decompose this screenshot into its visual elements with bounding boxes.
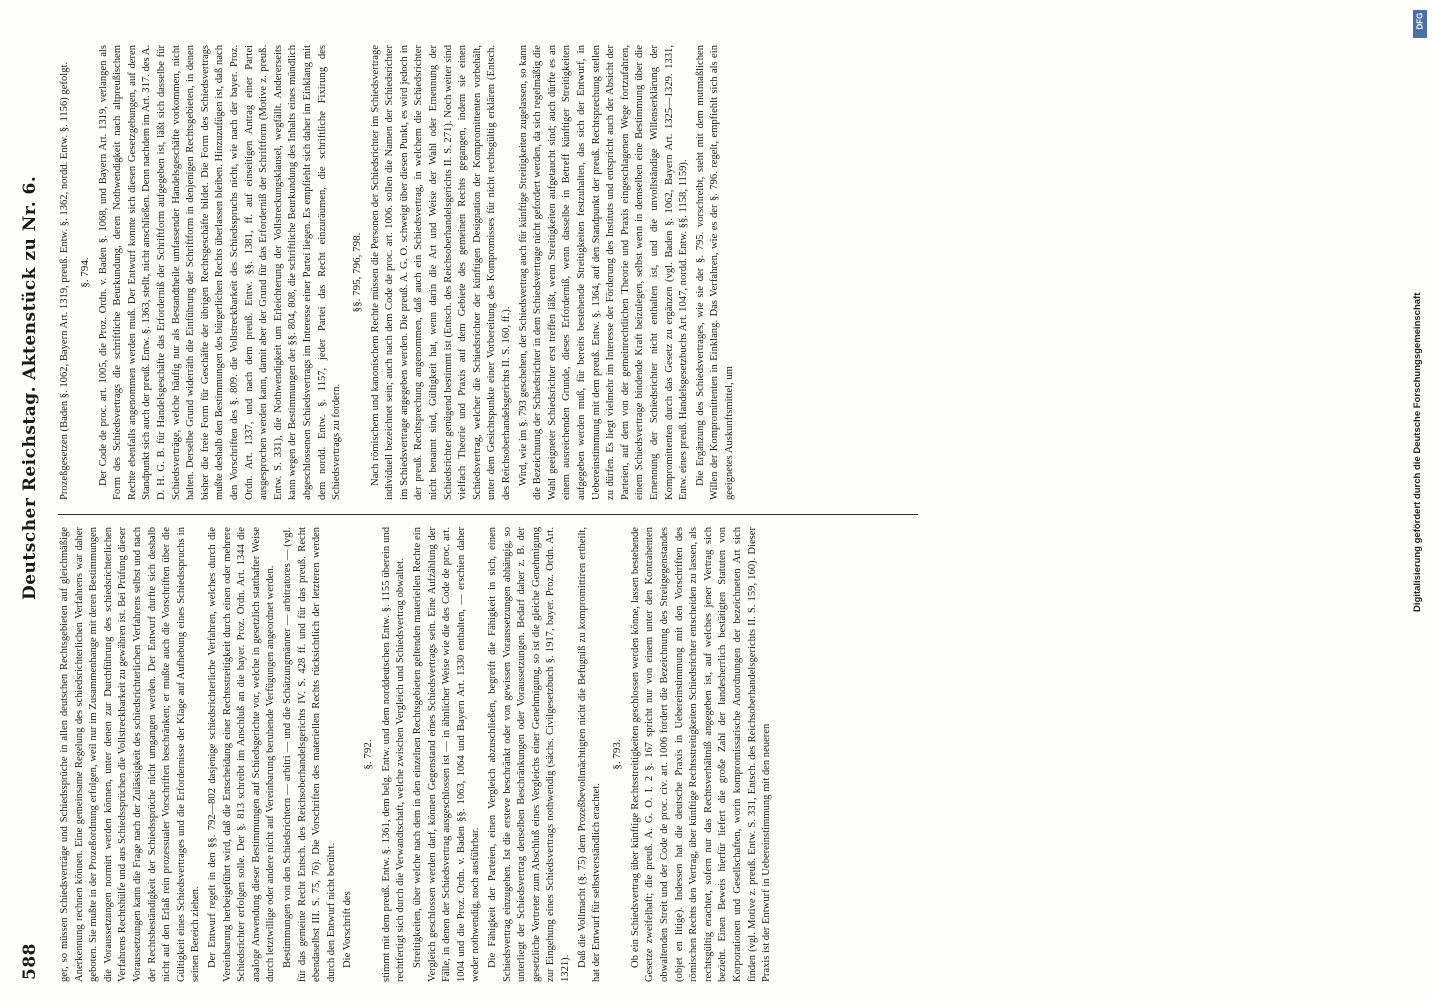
- column-divider: [58, 514, 918, 515]
- digitization-credit: [1412, 12, 1428, 612]
- paragraph: ger, so müssen Schiedsverträge und Schiedssprüche in allen deutschen Rechtsgebieten auf gleichmäßige Anerkennung rechnen können. Eine gemeinsame Regelung des schiedsrichterlichen Verfahrens war daher geboten. Sie mußte in der Prozeßordnung erfolgen, weil nur im Zusammenhange mit deren Bestimmungen die Voraussetzungen normirt werden können, unter denen zur Durchführung des schiedsrichterlichen Verfahrens Rechtshülfe und aus Schiedssprüchen die Vollstreckbarkeit zu gewähren ist. Bei Prüfung dieser Voraussetzungen kann die Frage nach der Zulässigkeit des schiedsrichterlichen Verfahrens selbst und nach der Rechtsbeständigkeit der Schiedssprüche nicht umgangen werden. Der Entwurf durfte sich deshalb nicht auf den Erlaß rein prozessualer Vorschriften beschränken; er mußte auch die Vorschriften über die Gültigkeit eines Schiedsvertrages und die Erfordernisse der Klage auf Aufhebung eines Schiedsspruchs in seinen Bereich ziehen.: [59, 527, 202, 982]
- paragraph: Die Vorschrift des: [342, 891, 354, 968]
- paragraph: Die Fähigkeit der Parteien, einen Vergleich abzuschließen, begreift die Fähigkeit in sich, einen Schiedsvertrag einzugehen. Ist die ersteve beschränkt oder von gewissen Voraussetzungen abhängig, so unterliegt der Schiedsvertrag denselben Beschränkungen oder Voraussetzungen. Bedarf daher z. B. der gesetzliche Vertreter zum Abschluß eines Vergleichs einer Genehmigung, so ist die gleiche Genehmigung zur Eingehung eines Schiedsvertrags nothwendig (sächs. Civilgesetzbuch §. 1917, bayer. Proz. Ordn. Art. 1321).: [487, 527, 571, 982]
- paragraph: Streitigkeiten, über welche nach dem in den einzelnen Rechtsgebieten geltenden materiellen Rechte ein Vergleich geschlossen werden darf, können Gegenstand eines Schiedsvertrags sein. Eine Aufzählung der Fälle, in denen der Schiedsvertrag ausgeschlossen ist — in ähnlicher Weise wie die des Code de proc. art. 1004 und die Proz. Ordn. v. Baden §§. 1063, 1064 und Bayern Art. 1330 enthalten, — erschien daher weder nothwendig, noch ausführbar.: [412, 527, 482, 982]
- section-heading: §. 792.: [361, 739, 374, 770]
- running-title: Deutscher Reichstag.: [20, 385, 40, 600]
- paragraph: Nach römischem und kanonischem Rechte müssen die Personen der Schiedsrichter im Schiedsvertrage individuell bezeichnet sein; auch nach dem Code de proc. art. 1006. sollen die Namen der Schiedsrichter im Schiedsvertrage angegeben werden. Die preuß. A. G. O. schweigt über diesen Punkt, es wird jedoch in der preuß. Rechtsprechung angenommen, daß auch ein Schiedsvertrag, in welchem die Schiedsrichter nicht benannt sind, Gültigkeit hat, wenn darin die Art und Weise der Wahl oder Ernennung der Schiedsrichter genügend bestimmt ist (Entsch. des Reichsoberhandelsgerichts II. S. 271). Noch weiter sind vielfach Theorie und Praxis auf dem Gebiete des gemeinen Rechts gegangen, indem sie einen Schiedsvertrag, welcher die Schiedsrichter der künftigen Designation der Kompromittenten vorbehält, unter dem Gesichtspunkte einer Vorbereitung des Kompromisses für nicht rechtsgültig erklären (Entsch. des Reichsoberhandelsgerichts II. S. 160, ff.).: [369, 45, 513, 500]
- paragraph: stimmt mit dem preuß. Entw. §. 1361, dem belg. Entw. und dem norddeutschen Entw. §. 1155 überein und rechtfertigt sich durch die Verwandtschaft, welche zwischen Vergleich und Schiedsvertrag obwaltet.: [380, 527, 407, 982]
- paragraph: Die Ergänzung des Schiedsvertrages, wie sie der §. 795. vorschreibt, steht mit dem mutmaßlichen Willen der Kompromittenten in Einklang. Das Verfahren, wie es der §. 796. regelt, empfiehlt sich als ein geeignetes Auskunftsmittel, um: [694, 45, 735, 500]
- paragraph: Wird, wie im §. 793 geschehen, der Schiedsvertrag auch für künftige Streitigkeiten zugelassen, so kann die Bezeichnung der Schiedsrichter in dem Schiedsvertrage nicht gefordert werden, da sich regelmäßig die Wahl geeigneter Schiedsrichter erst treffen läßt, wenn Streitigkeiten aufgetaucht sind; auch dürfte es an einem ausreichenden Grunde, dieses Erforderniß, wenn dasselbe in Betreff künftiger Streitigkeiten aufgegeben werden muß, für bereits bestehende Streitigkeiten festzuhalten, das sich der Entwurf, in Uebereinstimmung mit dem preuß. Entw. §. 1364, auf den Standpunkt der preuß. Rechtsprechung stellen zu dürfen. Es liegt vielmehr im Interesse der Förderung des Instituts und entspricht auch der Absicht der Parteien, auf dem von der gemeinrechtlichen Theorie und Praxis eingeschlagenen Wege fortzufahren, einem Schiedsvertrage bindende Kraft beizulegen, selbst wenn in demselben eine Bestimmung über die Ernennung der Schiedsrichter nicht enthalten ist, und die unvollständige Willenserklärung der Kompromittenten durch das Gesetz zu ergänzen (vgl. Baden §. 1062, Bayern Art. 1325—1329. 1331, Entw. eines preuß. Handelsgesetzbuchs Art. 1047, nordd. Entw. §§. 1158, 1159).: [517, 45, 690, 500]
- paragraph: Bestimmungen von den Schiedsrichtern — arbitri — und die Schätzungmänner — arbitratores — (vgl. für das gemeine Recht Entsch. des Reichsoberhandelsgerichts IV. S. 428 ff. und für das preuß. Recht ebendaselbst III. S. 75, 76). Die Vorschriften des materiellen Rechts rücksichtlich der letzteren werden durch den Entwurf nicht berührt.: [281, 527, 337, 982]
- annex-label: Aktenstück zu Nr. 6.: [20, 175, 40, 380]
- paragraph: Daß die Vollmacht (§. 75) dem Prozeßbevollmächtigten nicht die Befugniß zu kompromittiren ertheilt, hat der Entwurf für selbstverständlich erachtet.: [576, 527, 603, 982]
- section-heading: §. 793.: [610, 739, 623, 770]
- dfg-logo-text: DFG: [1415, 12, 1425, 30]
- page-number: 588: [20, 943, 40, 980]
- section-heading: §§. 795, 796, 798.: [350, 232, 363, 313]
- text-column-left: [58, 527, 1424, 982]
- paragraph: Ob ein Schiedsvertrag über künftige Rechtsstreitigkeiten geschlossen werden könne, lassen bestehende Gesetze zweifelhaft; die preuß. A. G. O. I. 2 §. 167 spricht nur von einem unter den Kontrahenten obwaltenden Streit und der Code de proc. civ. art. 1006 fordert die Bezeichnung des Streitgegenstandes (objet en litige). Indessen hat die deutsche Praxis in Uebereinstimmung mit den Vorschriften des römischen Rechts den Vertrag, über künftige Rechtsstreitigkeiten Schiedsrichter entscheiden zu lassen, als rechtsgültig erachtet, sofern nur das Rechtsverhältniß angegeben ist, auf welches jener Vertrag sich bezieht. Einen Beweis hierfür liefert die große Zahl der landesherrlich bestätigten Statuten von Korporationen und Gesellschaften, worin kompromissarische Anordnungen der bezeichneten Art sich finden (vgl. Motive z. preuß. Entw. S. 331, Entsch. des Reichsoberhandelsgerichts II. S. 159, 160). Dieser Praxis ist der Entwurf in Uebereinstimmung mit den neueren: [629, 527, 773, 982]
- digitization-credit-text: Digitalisierung gefördert durch die Deutsche Forschungsgemeinschaft: [1412, 292, 1423, 612]
- page-header: [20, 20, 46, 980]
- paragraph: Prozeßgesetzen (Baden §. 1062, Bayern Art. 1319, preuß. Entw. §. 1362, nordd. Entw. §. 1156) gefolgt.: [59, 61, 70, 500]
- paragraph: Der Entwurf regelt in den §§. 792—802 dasjenige schiedsrichterliche Verfahren, welches durch die Vereinbarung herbeigeführt wird, daß die Entscheidung einer Rechtsstreitigkeit durch einen oder mehrere Schiedsrichter erfolgen solle. Der §. 813 schreibt im Anschluß an die bayer. Proz. Ordn. Art. 1344 die analoge Anwendung dieser Bestimmungen auf Schiedsgerichte vor, welche in gesetzlich statthafter Weise durch letztwillige oder andere nicht auf Vereinbarung beruhende Verfügungen angeordnet werden.: [206, 527, 277, 982]
- paragraph: Der Code de proc. art. 1005, die Proz. Ordn. v. Baden §. 1068, und Bayern Art. 1319, verlangen als Form des Schiedsvertrags die schriftliche Beurkundung, deren Nothwendigkeit nach altpreußischem Rechte ebenfalls angenommen werden muß. Der Entwurf konnte sich diesen Gesetzgebungen, auf deren Standpunkt sich auch der preuß. Entw. §. 1363, stellt, nicht anschließen. Denn nachdem im Art. 317. des A. D. H. G. B. für Handelsgeschäfte das Erforderniß der Schriftform aufgegeben ist, läßt sich dasselbe für Schiedsverträge, welche häufig nur als Bestandtheile umfassender Handelsgeschäfte vorkommen, nicht halten. Derselbe Grund widerräth die Einführung der Schriftform in denjenigen Rechtsgebieten, in denen bisher die freie Form für Geschäfte der übrigen Rechtsgeschäfte bildet. Die Form des Schiedsvertrags mußte deshalb den Bestimmungen des bürgerlichen Rechts überlassen bleiben. Hinzuzufügen ist, daß nach den Vorschriften des §. 809. die Vollstreckbarkeit des Schiedsspruchs nicht, wie nach der bayer. Proz. Ordn. Art. 1337, und nach dem preuß. Entw. §§. 1381, ff. auf einseitigen Antrag einer Partei ausgesprochen werden kann, damit aber der Grund für das Erforderniß der Schriftform (Motive z. preuß. Entw. S. 331), die Nothwendigkeit um Erleichterung der Vollstreckungsklausel, wegfällt. Andererseits kann wegen der Bestimmungen der §§. 804, 808, die schriftliche Beurkundung des Inhalts eines mündlich abgeschlossenen Schiedsvertrags im Interesse einer Partei liegen. Es empfiehlt sich daher im Einklang mit dem nordd. Entw. §. 1157, jeder Partei das Recht einzuräumen, die schriftliche Fixirung des Schiedsvertrags zu fordern.: [97, 45, 343, 500]
- text-column-right: [58, 45, 1424, 500]
- section-heading: §. 794.: [78, 257, 91, 288]
